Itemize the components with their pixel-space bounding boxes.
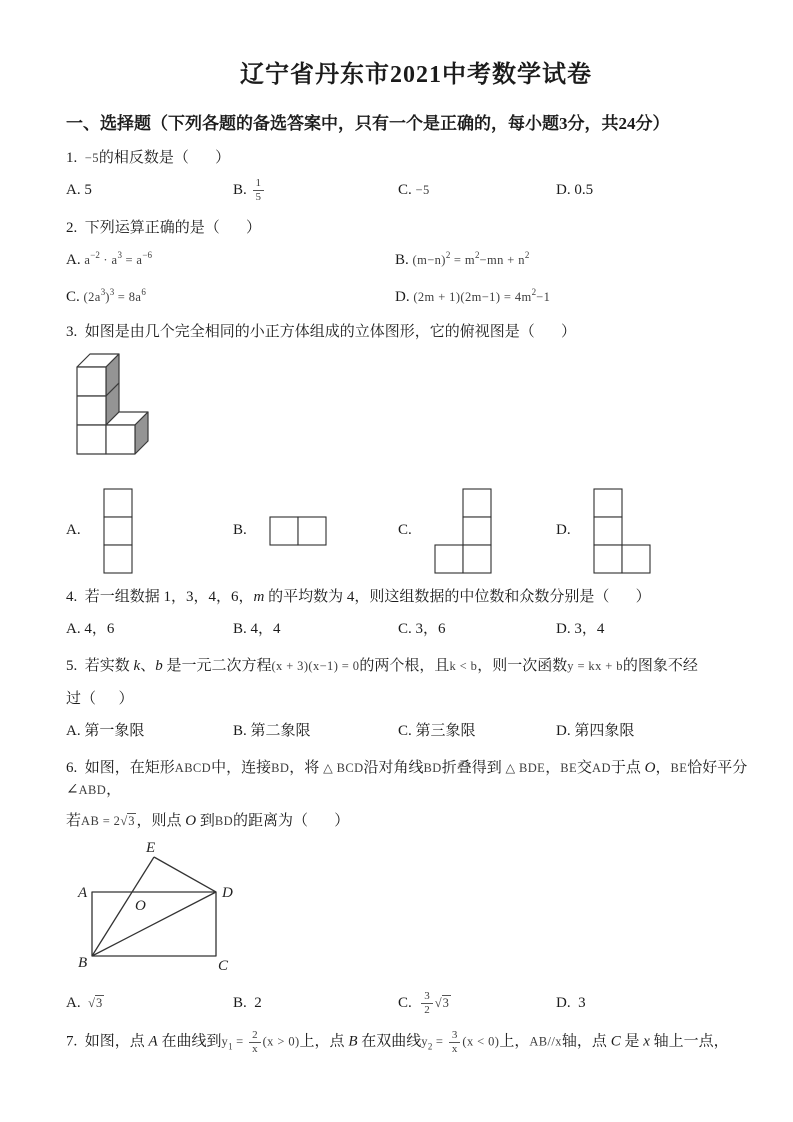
question-2: [66, 217, 766, 310]
q5-stem-line1: 5. 若实数 k、b 是一元二次方程(x + 3)(x−1) = 0的两个根，且k < b，则一次函数y = kx + b的图象不经: [66, 657, 698, 674]
q6-options: [66, 990, 766, 1017]
q4-option-a: A. 4，6: [66, 620, 115, 637]
q3-option-b-label: B.: [233, 522, 247, 539]
question-7: [66, 1029, 766, 1055]
vertex-label-B: B: [78, 954, 88, 971]
q3-option-d-figure: [593, 488, 651, 574]
q3-option-c-label: C.: [398, 522, 412, 539]
q3-figure-wrap: [75, 351, 766, 476]
q3-option-d: [556, 488, 766, 574]
q4-option-c: C. 3，6: [398, 620, 446, 637]
q3-stem: 3. 如图是由几个完全相同的小正方体组成的立体图形，它的俯视图是（ ）: [66, 323, 577, 340]
q2-option-c: C. $(2a^3)^3 = 8a^6$: [66, 286, 146, 305]
vertex-label-O: O: [135, 897, 146, 914]
q6-option-b: B. 2: [233, 994, 262, 1011]
q2-options: [66, 247, 766, 310]
q3-solid-cubes-figure: [75, 351, 185, 471]
question-6: [66, 757, 766, 1017]
q3-option-b: [233, 516, 398, 546]
q6-option-d: D. 3: [556, 994, 586, 1011]
cube-front-face: [77, 396, 106, 425]
q2-option-d: D. $(2m + 1)(2m-1) = 4m^2-1$: [395, 286, 551, 305]
q3-option-a: [66, 488, 233, 574]
q5-option-d: D. 第四象限: [556, 722, 635, 739]
q6-geometry-diagram: [76, 836, 326, 981]
cube-front-face: [77, 425, 106, 454]
q1-option-d: D. 0.5: [556, 182, 594, 198]
q5-option-b: B. 第二象限: [233, 722, 311, 739]
question-5: [66, 655, 766, 744]
page-title: 辽宁省丹东市2021中考数学试卷: [240, 62, 592, 88]
q7-stem-line1: 7. 如图，点 A 在曲线到$y_1$ = $\frac{2}{x}$ (x > 0)上，点 B 在双曲线$y_2$ = $\frac{3}{x}$ (x < 0)上，AB//x轴，点 C 是 x 轴上一点，: [66, 1029, 729, 1056]
q6-stem-line2: 若AB = 2√3 ，则点 O 到BD的距离为（ ）: [66, 812, 350, 829]
q5-option-c: C. 第三象限: [398, 722, 476, 739]
q6-option-a: A. √3: [66, 994, 103, 1011]
cube-front-face: [77, 367, 106, 396]
q1-option-c: C. −5: [398, 182, 430, 198]
q4-option-d: D. 3，4: [556, 620, 605, 637]
q2-option-a: A. $a^{-2} \cdot a^3 = a^{-6}$: [66, 249, 152, 268]
q3-option-a-figure: [103, 488, 133, 574]
diagonal-BD: [92, 892, 216, 956]
q6-diagram-wrap: [76, 836, 766, 986]
q6-option-c: C. $\frac{3}{2}$ √3: [398, 990, 449, 1016]
question-1: [66, 147, 766, 204]
q5-option-a: A. 第一象限: [66, 722, 145, 739]
q5-options: [66, 718, 766, 744]
vertex-label-D: D: [222, 884, 233, 901]
q3-option-b-figure: [269, 516, 327, 546]
q1-option-b: B. $\frac{1}{5}$: [233, 177, 398, 204]
q4-options: [66, 616, 766, 642]
question-4: [66, 586, 766, 642]
vertex-label-E: E: [146, 839, 156, 856]
cube-front-face: [106, 425, 135, 454]
segment-ED: [154, 857, 216, 892]
q4-option-b: B. 4，4: [233, 620, 281, 637]
q3-option-c-figure: [434, 488, 492, 574]
question-3: [66, 321, 766, 574]
vertex-label-C: C: [218, 957, 229, 974]
q1-stem: 1. −5的相反数是（ ）: [66, 150, 231, 166]
q1-option-a: A. 5: [66, 182, 92, 198]
q5-stem-line2: 过（ ）: [66, 690, 134, 707]
q3-option-c: [398, 488, 556, 574]
q3-option-a-label: A.: [66, 522, 81, 539]
q6-stem-line1: 6. 如图，在矩形ABCD中，连接BD，将 △ BCD沿对角线BD折叠得到 △ BDE，BE交AD于点 O，BE恰好平分∠ABD，: [66, 759, 748, 798]
q3-options: [66, 488, 766, 574]
q3-option-d-label: D.: [556, 522, 571, 539]
q4-stem: 4. 若一组数据 1，3，4，6，m 的平均数为 4，则这组数据的中位数和众数分别是（ ）: [66, 588, 651, 605]
vertex-label-A: A: [78, 884, 88, 901]
q1-options: [66, 177, 766, 204]
q2-stem: 2. 下列运算正确的是（ ）: [66, 219, 262, 236]
section-header: 一、选择题（下列各题的备选答案中，只有一个是正确的，每小题3分，共24分）: [66, 114, 670, 133]
q2-option-b: B. $(m-n)^2 = m^2-mn + n^2$: [395, 249, 530, 268]
